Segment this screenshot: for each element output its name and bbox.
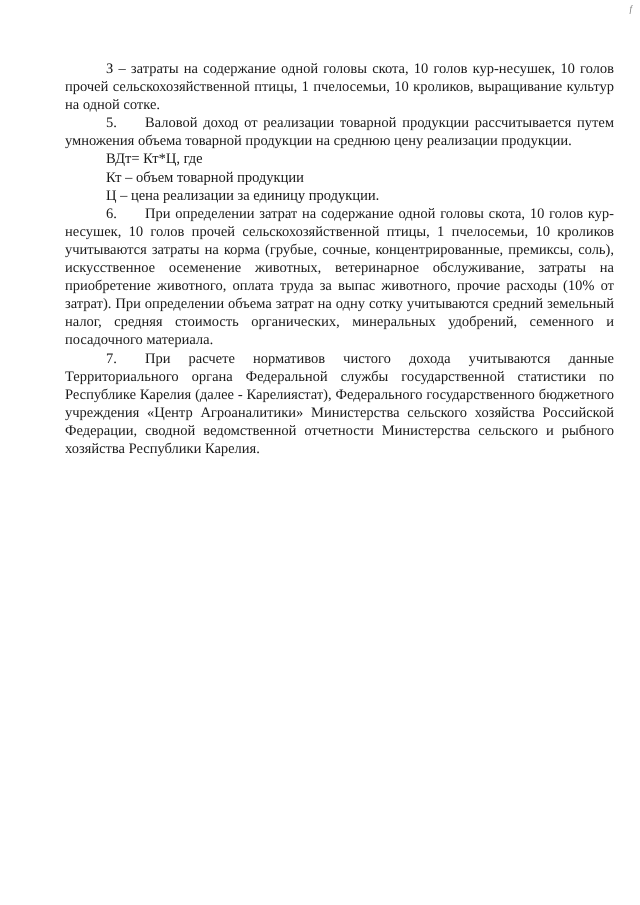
- paragraph-z-definition: З – затраты на содержание одной головы скота, 10 голов кур-несушек, 10 голов прочей сельскохозяйственной птицы, 1 пчелосемьи, 10 кроликов, выращивание культур на одной сотке.: [65, 61, 614, 114]
- paragraph-7-text: При расчете нормативов чистого дохода учитываются данные Территориального органа Федеральной службы государственной статистики по Республике Карелия (далее - Карелиястат), Федерального государственного бюджетного учреждения «Центр Агроаналитики» Министерства сельского хозяйства Российской Федерации, сводной ведомственной отчетности Министерства сельского и рыбного хозяйства Республики Карелия.: [65, 350, 614, 457]
- paragraph-5-number: 5.: [106, 115, 117, 132]
- paragraph-7-number: 7.: [106, 350, 117, 367]
- corner-mark: f: [629, 4, 632, 14]
- paragraph-7: [65, 350, 614, 459]
- paragraph-6-number: 6.: [106, 205, 117, 222]
- paragraph-5-text: Валовой доход от реализации товарной продукции рассчитывается путем умножения объема товарной продукции на среднюю цену реализации продукции.: [65, 115, 614, 150]
- formula-line: ВДт= Кт*Ц, где: [106, 151, 203, 168]
- document-page: [65, 60, 614, 458]
- paragraph-6: [65, 205, 614, 350]
- paragraph-6-text: При определении затрат на содержание одной головы скота, 10 голов кур-несушек, 10 голов прочей сельскохозяйственной птицы, 1 пчелосемьи, 10 кроликов учитываются затраты на корма (грубые, сочные, концентрированные, премиксы, соль), искусственное осеменение животных, ветеринарное обслуживание, затраты на приобретение животного, оплата труда за выпас животного, прочие расходы (10% от затрат). При определении объема затрат на одну сотку учитываются средний земельный налог, средняя стоимость органических, минеральных удобрений, семенного и посадочного материала.: [65, 205, 614, 349]
- definition-c: Ц – цена реализации за единицу продукции.: [106, 187, 380, 204]
- definition-kt: Кт – объем товарной продукции: [106, 169, 304, 186]
- paragraph-5: [65, 114, 614, 150]
